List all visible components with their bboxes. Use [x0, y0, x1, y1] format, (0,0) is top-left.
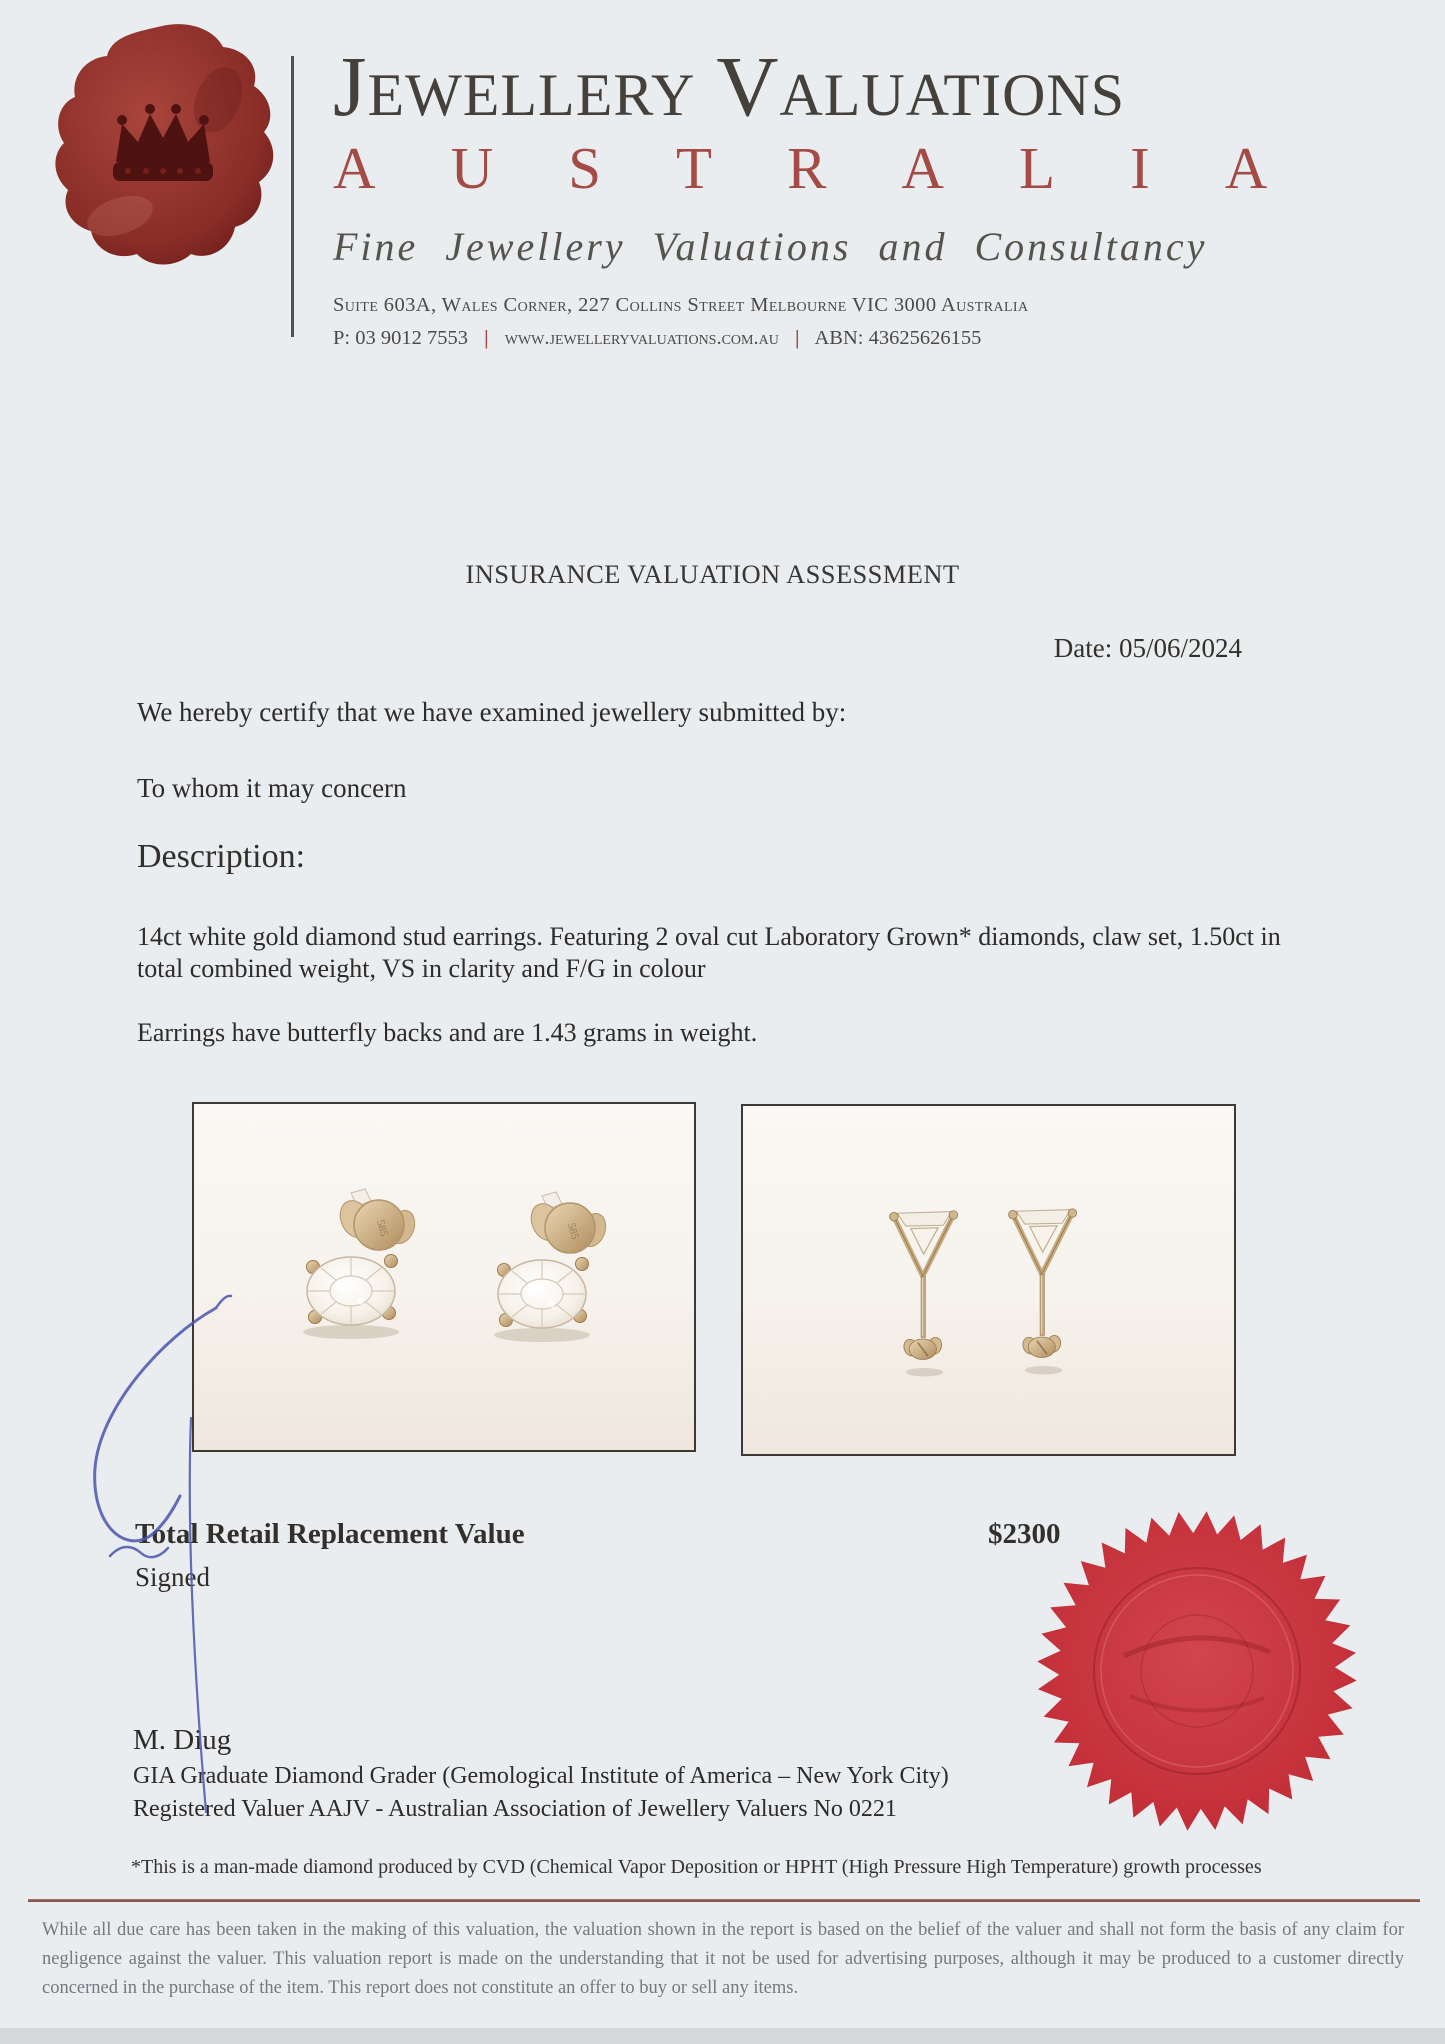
abn-number: ABN: 43625626155: [814, 326, 982, 349]
separator-pipe: |: [794, 326, 800, 349]
separator-pipe: |: [484, 326, 489, 349]
certification-seal: [1032, 1506, 1362, 1836]
weight-line: Earrings have butterfly backs and are 1.43 grams in weight.: [137, 1018, 758, 1047]
certify-statement: We hereby certify that we have examined jewellery submitted by:: [137, 697, 847, 727]
signed-label: Signed: [135, 1562, 211, 1592]
address-line: Suite 603A, Wales Corner, 227 Collins Street Melbourne VIC 3000 Australia: [333, 293, 1029, 316]
brand-title: Jewellery Valuations: [333, 38, 1126, 134]
total-value-amount: $2300: [988, 1518, 1061, 1550]
valuer-credential-gia: GIA Graduate Diamond Grader (Gemological Institute of America – New York City): [133, 1763, 949, 1789]
website-url: www.jewelleryvaluations.com.au: [504, 326, 779, 349]
brand-tagline: Fine Jewellery Valuations and Consultancy: [333, 223, 1208, 269]
valuer-name: M. Diug: [133, 1724, 232, 1756]
footer-rule: [28, 1899, 1420, 1902]
valuation-date: Date: 05/06/2024: [1053, 633, 1242, 663]
description-heading: Description:: [137, 838, 306, 875]
wax-seal-logo: [50, 20, 278, 272]
photo-earrings-front-view: [192, 1102, 696, 1452]
contact-line: [333, 327, 1408, 350]
recipient-line: To whom it may concern: [137, 773, 407, 803]
brand-subtitle: AUSTRALIA: [333, 134, 1343, 201]
description-body: 14ct white gold diamond stud earrings. Featuring 2 oval cut Laboratory Grown* diamonds, claw set, 1.50ct in total combined weight, VS in clarity and F/G in colour: [137, 922, 1281, 983]
header-divider: [291, 56, 294, 337]
phone-number: P: 03 9012 7553: [333, 326, 468, 349]
disclaimer-text: While all due care has been taken in the making of this valuation, the valuation shown in the report is based on the belief of the valuer and shall not form the basis of any claim for negligence against the valuer. This valuation report is made on the understanding that it not be used for advertising purposes, although it may be produced to a customer directly concerned in the purchase of the item. This report does not constitute an offer to buy or sell any items.: [42, 1920, 1404, 1998]
total-value-label: Total Retail Replacement Value: [135, 1518, 525, 1550]
scan-edge-strip: [0, 2028, 1445, 2044]
brand-block: [333, 40, 1408, 350]
document-title: INSURANCE VALUATION ASSESSMENT: [465, 559, 960, 589]
valuer-credential-aajv: Registered Valuer AAJV - Australian Association of Jewellery Valuers No 0221: [133, 1796, 897, 1822]
photo-earrings-side-view: [741, 1104, 1236, 1456]
lab-grown-footnote: *This is a man-made diamond produced by CVD (Chemical Vapor Deposition or HPHT (High Pressure High Temperature) growth processes: [131, 1856, 1262, 1878]
